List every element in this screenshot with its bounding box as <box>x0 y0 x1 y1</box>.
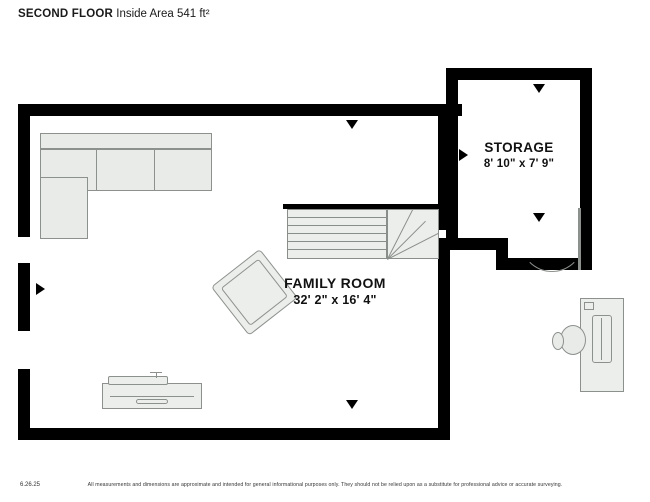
sofa-back-cushion <box>40 133 212 149</box>
floor-label: SECOND FLOOR <box>18 8 114 20</box>
sofa-seat-divider-2 <box>154 149 155 191</box>
media-console-handle <box>136 399 168 404</box>
storage-door-leaf <box>578 208 581 270</box>
stair-step <box>287 249 387 250</box>
wall-storage-top <box>446 68 592 80</box>
wall-family-bottom <box>18 428 450 440</box>
sofa-seat-divider-1 <box>96 149 97 191</box>
wall-family-left <box>18 104 30 440</box>
window-left-upper <box>18 236 30 264</box>
wall-family-right <box>438 238 450 440</box>
wall-storage-left <box>446 68 458 250</box>
plan-date: 6.26.25 <box>20 482 41 488</box>
window-left-lower <box>18 330 30 370</box>
dimension-arrow-storage-bottom <box>533 213 545 222</box>
dimension-arrow-family-bottom <box>346 400 358 409</box>
stair-step <box>287 225 387 226</box>
family-room-label <box>235 275 435 308</box>
inside-area-label: Inside Area 541 ft² <box>116 8 210 20</box>
media-console-lamp-arm <box>150 372 162 373</box>
desk-monitor-line <box>601 318 602 360</box>
family-room-dimensions: 32' 2" x 16' 4" <box>293 292 377 307</box>
disclaimer-text: All measurements and dimensions are approximate and intended for general informational purposes only. They should not be relied upon as a substitute for professional advice or accurate surveying. <box>87 482 563 488</box>
stair-step <box>287 217 387 218</box>
sofa-chaise <box>40 177 88 239</box>
desk-monitor <box>592 315 612 363</box>
family-room-name: FAMILY ROOM <box>284 275 386 291</box>
stair-step <box>287 233 387 234</box>
dimension-arrow-family-left <box>36 283 45 295</box>
dimension-arrow-storage-top <box>533 84 545 93</box>
dimension-arrow-family-top <box>346 120 358 129</box>
page-title <box>18 8 210 20</box>
stair-step <box>287 241 387 242</box>
storage-door-arc <box>520 208 584 272</box>
storage-dimensions: 8' 10" x 7' 9" <box>483 157 555 170</box>
desk-item <box>584 302 594 310</box>
media-console-shelf-line <box>110 396 194 397</box>
storage-label <box>459 140 579 171</box>
wall-family-top <box>18 104 462 116</box>
media-console-top <box>108 376 168 385</box>
office-chair-back <box>552 332 564 350</box>
storage-name: STORAGE <box>484 140 554 155</box>
